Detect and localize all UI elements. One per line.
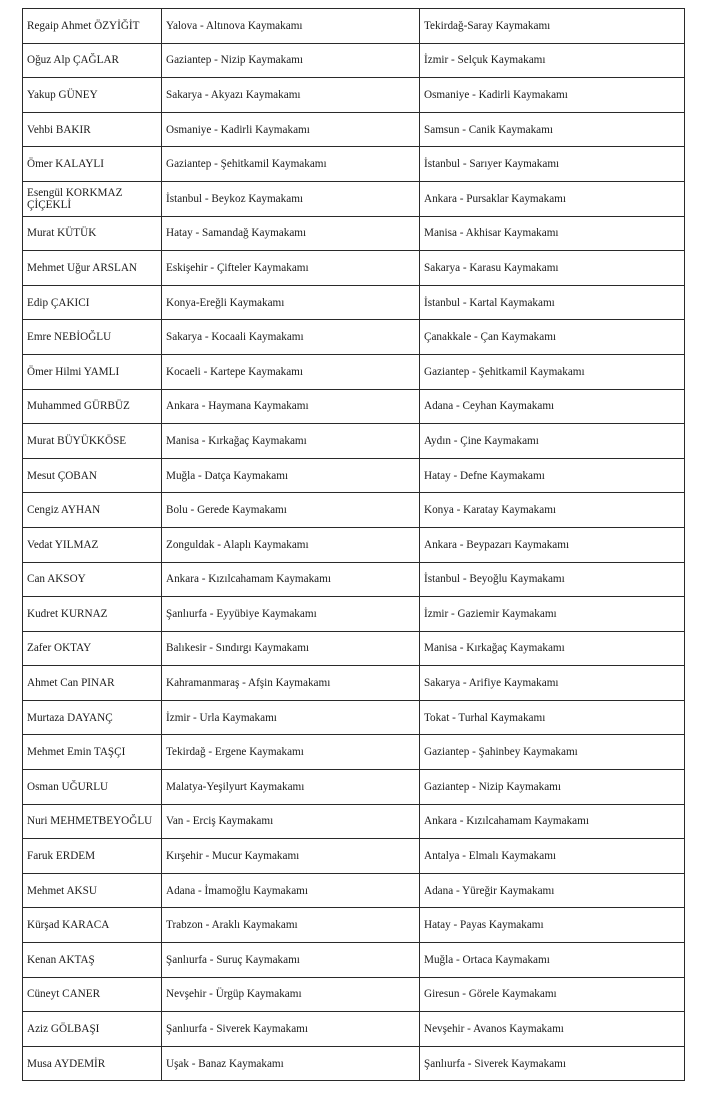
person-name-text: Kenan AKTAŞ [27,953,95,966]
table-row [23,251,685,286]
appointed-post-cell [420,873,685,908]
current-post-text: Yalova - Altınova Kaymakamı [166,19,303,32]
person-name-cell [23,839,162,874]
person-name-cell [23,147,162,182]
current-post-text: Muğla - Datça Kaymakamı [166,469,289,482]
person-name-cell [23,181,162,216]
current-post-cell [162,354,420,389]
current-post-text: Kırşehir - Mucur Kaymakamı [166,850,300,863]
table-row [23,977,685,1012]
table-row [23,839,685,874]
table-row [23,389,685,424]
appointed-post-cell [420,527,685,562]
current-post-cell [162,112,420,147]
person-name-cell [23,285,162,320]
appointed-post-text: Gaziantep - Şehitkamil Kaymakamı [424,365,585,378]
table-row [23,424,685,459]
current-post-text: Ankara - Haymana Kaymakamı [166,400,309,413]
person-name-cell [23,112,162,147]
table-row [23,78,685,113]
appointed-post-text: Sakarya - Arifiye Kaymakamı [424,677,559,690]
table-row [23,9,685,44]
person-name-text: Mesut ÇOBAN [27,469,97,482]
table-row [23,1046,685,1081]
current-post-text: Van - Erciş Kaymakamı [166,815,274,828]
appointed-post-text: Hatay - Defne Kaymakamı [424,469,545,482]
current-post-cell [162,1012,420,1047]
table-row [23,527,685,562]
current-post-cell [162,389,420,424]
appointed-post-cell [420,1046,685,1081]
current-post-cell [162,943,420,978]
current-post-text: Zonguldak - Alaplı Kaymakamı [166,538,309,551]
appointed-post-text: Muğla - Ortaca Kaymakamı [424,953,550,966]
appointed-post-text: Adana - Yüreğir Kaymakamı [424,884,555,897]
appointed-post-cell [420,597,685,632]
person-name-text: Mehmet AKSU [27,884,97,897]
person-name-cell [23,216,162,251]
current-post-cell [162,666,420,701]
appointed-post-text: Giresun - Görele Kaymakamı [424,988,557,1001]
person-name-text: Kürşad KARACA [27,919,110,932]
current-post-cell [162,458,420,493]
person-name-text: Mehmet Uğur ARSLAN [27,261,138,274]
appointed-post-cell [420,666,685,701]
person-name-cell [23,977,162,1012]
person-name-text: Aziz GÖLBAŞI [27,1023,100,1036]
current-post-cell [162,873,420,908]
appointed-post-cell [420,216,685,251]
appointed-post-text: İstanbul - Beyoğlu Kaymakamı [424,573,565,586]
person-name-cell [23,700,162,735]
current-post-cell [162,977,420,1012]
table-row [23,631,685,666]
current-post-text: Ankara - Kızılcahamam Kaymakamı [166,573,331,586]
current-post-text: Gaziantep - Şehitkamil Kaymakamı [166,158,327,171]
person-name-text: Cengiz AYHAN [27,504,101,517]
appointed-post-text: Antalya - Elmalı Kaymakamı [424,850,557,863]
person-name-text: Vedat YILMAZ [27,538,99,551]
person-name-cell [23,354,162,389]
table-row [23,943,685,978]
person-name-cell [23,597,162,632]
table-row [23,735,685,770]
person-name-text: Cüneyt CANER [27,988,101,1001]
current-post-text: Kahramanmaraş - Afşin Kaymakamı [166,677,331,690]
appointed-post-cell [420,147,685,182]
current-post-text: Nevşehir - Ürgüp Kaymakamı [166,988,302,1001]
person-name-text: Oğuz Alp ÇAĞLAR [27,54,119,67]
appointed-post-cell [420,458,685,493]
appointment-table [22,8,685,1081]
appointed-post-text: Nevşehir - Avanos Kaymakamı [424,1023,564,1036]
current-post-cell [162,527,420,562]
appointed-post-cell [420,251,685,286]
current-post-cell [162,216,420,251]
person-name-text: Emre NEBİOĞLU [27,331,112,344]
appointed-post-cell [420,285,685,320]
person-name-text: Ahmet Can PINAR [27,677,115,690]
table-row [23,770,685,805]
table-row [23,908,685,943]
appointed-post-text: Gaziantep - Şahinbey Kaymakamı [424,746,578,759]
table-row [23,354,685,389]
person-name-text: Musa AYDEMİR [27,1057,106,1070]
current-post-text: Uşak - Banaz Kaymakamı [166,1057,284,1070]
appointed-post-text: Manisa - Kırkağaç Kaymakamı [424,642,565,655]
current-post-text: Osmaniye - Kadirli Kaymakamı [166,123,310,136]
appointed-post-text: Adana - Ceyhan Kaymakamı [424,400,555,413]
person-name-text: Murat BÜYÜKKÖSE [27,434,127,447]
person-name-cell [23,389,162,424]
appointed-post-cell [420,770,685,805]
table-row [23,112,685,147]
person-name-text: Ömer KALAYLI [27,158,104,171]
current-post-text: Gaziantep - Nizip Kaymakamı [166,54,303,67]
current-post-cell [162,804,420,839]
appointed-post-cell [420,908,685,943]
appointed-post-cell [420,320,685,355]
person-name-text: Faruk ERDEM [27,850,96,863]
current-post-text: Şanlıurfa - Eyyübiye Kaymakamı [166,607,317,620]
person-name-cell [23,873,162,908]
current-post-cell [162,9,420,44]
appointed-post-text: Gaziantep - Nizip Kaymakamı [424,780,561,793]
current-post-cell [162,700,420,735]
appointed-post-text: Osmaniye - Kadirli Kaymakamı [424,88,568,101]
person-name-text: Yakup GÜNEY [27,88,98,101]
person-name-text: Nuri MEHMETBEYOĞLU [27,815,153,828]
person-name-text: Edip ÇAKICI [27,296,90,309]
appointed-post-cell [420,493,685,528]
appointed-post-text: İstanbul - Kartal Kaymakamı [424,296,555,309]
table-row [23,285,685,320]
table-row [23,43,685,78]
person-name-cell [23,943,162,978]
person-name-cell [23,562,162,597]
current-post-cell [162,424,420,459]
appointed-post-cell [420,631,685,666]
current-post-cell [162,597,420,632]
current-post-text: Şanlıurfa - Suruç Kaymakamı [166,953,300,966]
person-name-cell [23,804,162,839]
current-post-text: Bolu - Gerede Kaymakamı [166,504,287,517]
appointment-table-body [23,9,685,1081]
appointed-post-cell [420,9,685,44]
person-name-text: Can AKSOY [27,573,86,586]
person-name-cell [23,1046,162,1081]
appointed-post-text: Şanlıurfa - Siverek Kaymakamı [424,1057,566,1070]
table-row [23,700,685,735]
appointed-post-cell [420,943,685,978]
current-post-cell [162,43,420,78]
current-post-cell [162,285,420,320]
person-name-text: Vehbi BAKIR [27,123,91,136]
person-name-text: Esengül KORKMAZ ÇİÇEKLİ [27,186,123,211]
person-name-cell [23,458,162,493]
appointed-post-cell [420,700,685,735]
appointed-post-cell [420,112,685,147]
appointed-post-text: Çanakkale - Çan Kaymakamı [424,331,557,344]
appointed-post-cell [420,424,685,459]
appointed-post-text: İzmir - Selçuk Kaymakamı [424,54,546,67]
current-post-text: Kocaeli - Kartepe Kaymakamı [166,365,303,378]
appointed-post-text: Konya - Karatay Kaymakamı [424,504,557,517]
appointed-post-text: Samsun - Canik Kaymakamı [424,123,553,136]
person-name-text: Muhammed GÜRBÜZ [27,400,130,413]
table-row [23,458,685,493]
person-name-cell [23,78,162,113]
current-post-text: Sakarya - Akyazı Kaymakamı [166,88,301,101]
person-name-cell [23,1012,162,1047]
person-name-text: Kudret KURNAZ [27,607,108,620]
person-name-cell [23,666,162,701]
person-name-cell [23,527,162,562]
person-name-text: Murtaza DAYANÇ [27,711,113,724]
current-post-cell [162,735,420,770]
appointed-post-cell [420,1012,685,1047]
person-name-text: Mehmet Emin TAŞÇI [27,746,126,759]
current-post-text: İzmir - Urla Kaymakamı [166,711,277,724]
current-post-text: Trabzon - Araklı Kaymakamı [166,919,298,932]
current-post-cell [162,839,420,874]
appointed-post-cell [420,389,685,424]
appointed-post-text: Ankara - Pursaklar Kaymakamı [424,192,566,205]
table-row [23,597,685,632]
table-row [23,804,685,839]
person-name-cell [23,424,162,459]
appointment-document [22,8,684,1081]
table-row [23,1012,685,1047]
current-post-text: Konya-Ereğli Kaymakamı [166,296,285,309]
person-name-cell [23,770,162,805]
current-post-text: Hatay - Samandağ Kaymakamı [166,227,307,240]
appointed-post-cell [420,354,685,389]
appointed-post-cell [420,562,685,597]
appointed-post-text: Manisa - Akhisar Kaymakamı [424,227,559,240]
appointed-post-text: Ankara - Kızılcahamam Kaymakamı [424,815,589,828]
table-row [23,493,685,528]
current-post-cell [162,908,420,943]
appointed-post-cell [420,78,685,113]
person-name-text: Murat KÜTÜK [27,227,97,240]
appointed-post-cell [420,804,685,839]
current-post-text: Balıkesir - Sındırgı Kaymakamı [166,642,310,655]
appointed-post-text: İstanbul - Sarıyer Kaymakamı [424,158,560,171]
current-post-cell [162,147,420,182]
table-row [23,320,685,355]
appointed-post-text: İzmir - Gaziemir Kaymakamı [424,607,557,620]
current-post-text: Sakarya - Kocaali Kaymakamı [166,331,304,344]
appointed-post-text: Hatay - Payas Kaymakamı [424,919,544,932]
current-post-text: Malatya-Yeşilyurt Kaymakamı [166,780,305,793]
table-row [23,181,685,216]
current-post-cell [162,562,420,597]
appointed-post-text: Tokat - Turhal Kaymakamı [424,711,546,724]
current-post-text: Eskişehir - Çifteler Kaymakamı [166,261,309,274]
appointed-post-text: Sakarya - Karasu Kaymakamı [424,261,559,274]
appointed-post-cell [420,735,685,770]
person-name-cell [23,251,162,286]
person-name-text: Zafer OKTAY [27,642,92,655]
current-post-text: Şanlıurfa - Siverek Kaymakamı [166,1023,308,1036]
table-row [23,562,685,597]
current-post-cell [162,631,420,666]
appointed-post-cell [420,43,685,78]
table-row [23,666,685,701]
table-row [23,216,685,251]
current-post-text: Tekirdağ - Ergene Kaymakamı [166,746,304,759]
current-post-text: Adana - İmamoğlu Kaymakamı [166,884,308,897]
appointed-post-text: Tekirdağ-Saray Kaymakamı [424,19,551,32]
person-name-cell [23,631,162,666]
person-name-cell [23,908,162,943]
appointed-post-cell [420,839,685,874]
appointed-post-text: Aydın - Çine Kaymakamı [424,434,539,447]
current-post-text: İstanbul - Beykoz Kaymakamı [166,192,304,205]
person-name-cell [23,43,162,78]
person-name-cell [23,320,162,355]
table-row [23,147,685,182]
person-name-text: Regaip Ahmet ÖZYİĞİT [27,19,140,32]
appointed-post-cell [420,181,685,216]
current-post-text: Manisa - Kırkağaç Kaymakamı [166,434,307,447]
appointed-post-cell [420,977,685,1012]
current-post-cell [162,320,420,355]
current-post-cell [162,1046,420,1081]
current-post-cell [162,181,420,216]
current-post-cell [162,78,420,113]
current-post-cell [162,770,420,805]
person-name-cell [23,493,162,528]
current-post-cell [162,251,420,286]
person-name-cell [23,9,162,44]
person-name-text: Osman UĞURLU [27,780,109,793]
person-name-cell [23,735,162,770]
current-post-cell [162,493,420,528]
person-name-text: Ömer Hilmi YAMLI [27,365,120,378]
appointed-post-text: Ankara - Beypazarı Kaymakamı [424,538,570,551]
table-row [23,873,685,908]
